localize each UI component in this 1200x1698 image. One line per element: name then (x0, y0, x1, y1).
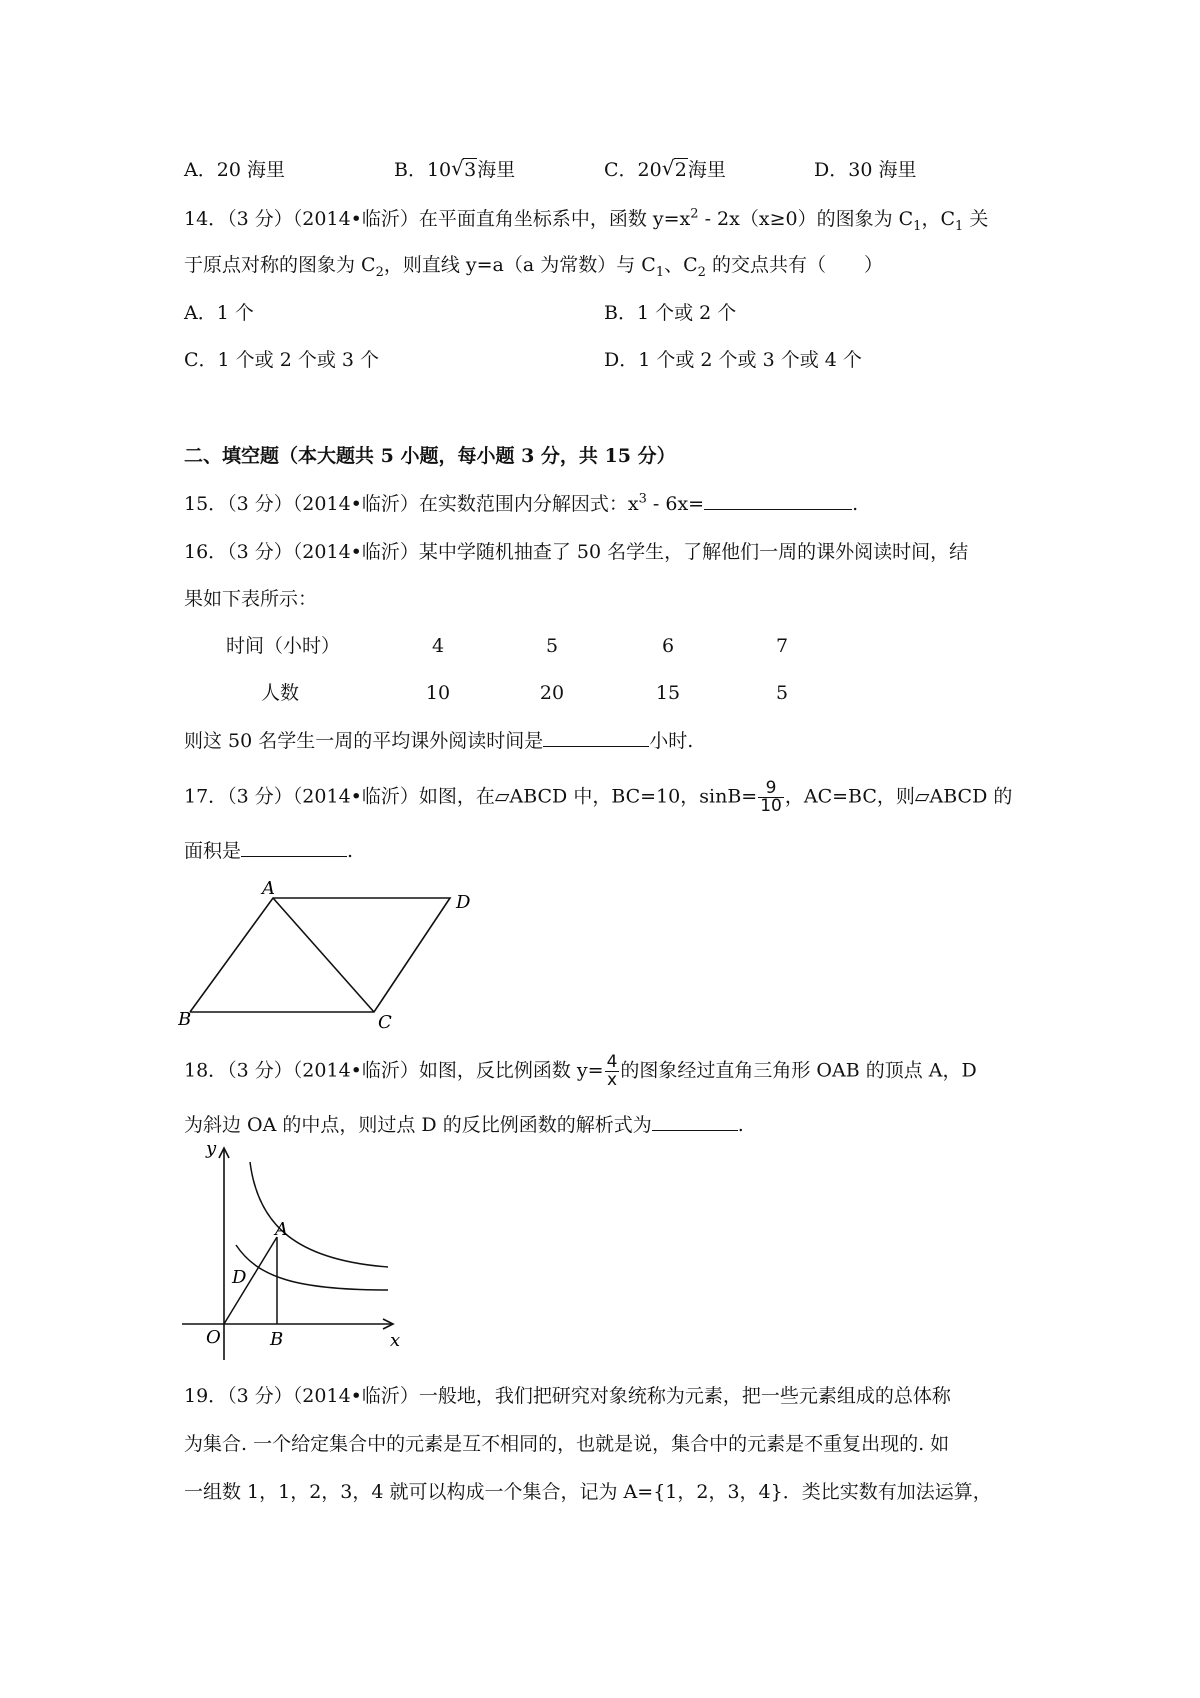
parallelogram-outline (190, 898, 450, 1012)
q13-option-a[interactable]: A．20 海里 (184, 159, 285, 181)
table-cell: 5 (775, 682, 789, 704)
q16-line-1: 16．（3 分）（2014•临沂）某中学随机抽查了 50 名学生，了解他们一周的课外阅读时间，结 (184, 541, 969, 563)
table-header-cell: 7 (775, 635, 789, 657)
label-o: O (206, 1327, 221, 1348)
q13-option-b[interactable]: B．10 √ 3海里 (394, 156, 516, 181)
label-c: C (378, 1012, 392, 1030)
table-header-cell: 4 (431, 635, 445, 657)
q18-line-1: 18．（3 分）（2014•临沂）如图，反比例函数 y= $\frac{4}{x}$ 的图象经过直角三角形 OAB 的顶点 A，D (184, 1052, 977, 1090)
label-b: B (178, 1009, 192, 1030)
q19-line-1: 19．（3 分）（2014•临沂）一般地，我们把研究对象统称为元素，把一些元素组成的总体称 (184, 1385, 951, 1407)
parallelogram-figure (178, 880, 488, 1030)
table-cell: 20 (539, 682, 565, 704)
q16-line-3: 则这 50 名学生一周的平均课外阅读时间是 小时. (184, 730, 694, 752)
q17-line-2: 面积是 . (184, 840, 354, 862)
q18-line-2: 为斜边 OA 的中点，则过点 D 的反比例函数的解析式为 . (184, 1114, 744, 1136)
hyperbola-figure (178, 1140, 418, 1365)
q14-line-1: 14．（3 分）（2014•临沂）在平面直角坐标系中，函数 $y=x^2 - 2x(x\ge 0)$的图象为 $C_1$，$C_1$ 关 (184, 206, 989, 234)
table-cell: 15 (655, 682, 681, 704)
q13-option-d[interactable]: D．30 海里 (814, 159, 917, 181)
table-cell: 人数 (260, 682, 299, 704)
q14-line-2: 于原点对称的图象为 $C_2$，则直线 y=a（a 为常数）与 $C_1$、$C_2$ 的交点共有（ ） (184, 254, 883, 280)
q16-answer-blank[interactable] (543, 728, 649, 747)
label-b: B (270, 1329, 284, 1350)
fraction: $\frac{9}{10}$ (760, 778, 782, 816)
q17-answer-blank[interactable] (241, 838, 347, 857)
q14-option-a[interactable]: A．1 个 (184, 302, 254, 324)
fraction: $\frac{4}{x}$ (606, 1052, 618, 1090)
q16-line-2: 果如下表所示： (184, 588, 318, 610)
table-header-cell: 6 (661, 635, 675, 657)
table-header-cell: 5 (545, 635, 559, 657)
label-a: A (275, 1219, 288, 1240)
q14-option-c[interactable]: C．1 个或 2 个或 3 个 (184, 349, 380, 371)
q14-option-b[interactable]: B．1 个或 2 个 (604, 302, 737, 324)
table-cell: 10 (425, 682, 451, 704)
q18-answer-blank[interactable] (652, 1112, 738, 1131)
sqrt-symbol: √ 3 (451, 156, 477, 181)
label-a: A (262, 880, 275, 899)
q13-option-c[interactable]: C．20 √ 2海里 (604, 156, 726, 181)
sqrt-symbol: √ 2 (661, 156, 687, 181)
label-d: D (232, 1267, 247, 1288)
curve-y-4-over-x (250, 1162, 388, 1267)
q19-line-3: 一组数 1，1，2，3，4 就可以构成一个集合，记为 A={1，2，3，4}．类比实数有加法运算， (184, 1481, 992, 1503)
label-x: x (390, 1330, 401, 1351)
table-header-cell: 时间（小时） (225, 635, 340, 657)
q17-line-1: 17．（3 分）（2014•临沂）如图，在▱ABCD 中，BC=10，sinB= $\frac{9}{10}$ ，AC=BC，则▱ABCD 的 (184, 778, 1013, 816)
section-heading: 二、填空题（本大题共 5 小题，每小题 3 分，共 15 分） (184, 445, 676, 467)
label-d: D (456, 892, 471, 913)
q15-answer-blank[interactable] (704, 491, 852, 510)
diagonal-ac (273, 898, 374, 1012)
q14-option-d[interactable]: D．1 个或 2 个或 3 个或 4 个 (604, 349, 862, 371)
q19-line-2: 为集合. 一个给定集合中的元素是互不相同的，也就是说，集合中的元素是不重复出现的. 如 (184, 1433, 950, 1455)
label-y: y (206, 1140, 217, 1159)
q15-line: 15．（3 分）（2014•临沂）在实数范围内分解因式：$x^3 - 6x=$ . (184, 491, 859, 515)
